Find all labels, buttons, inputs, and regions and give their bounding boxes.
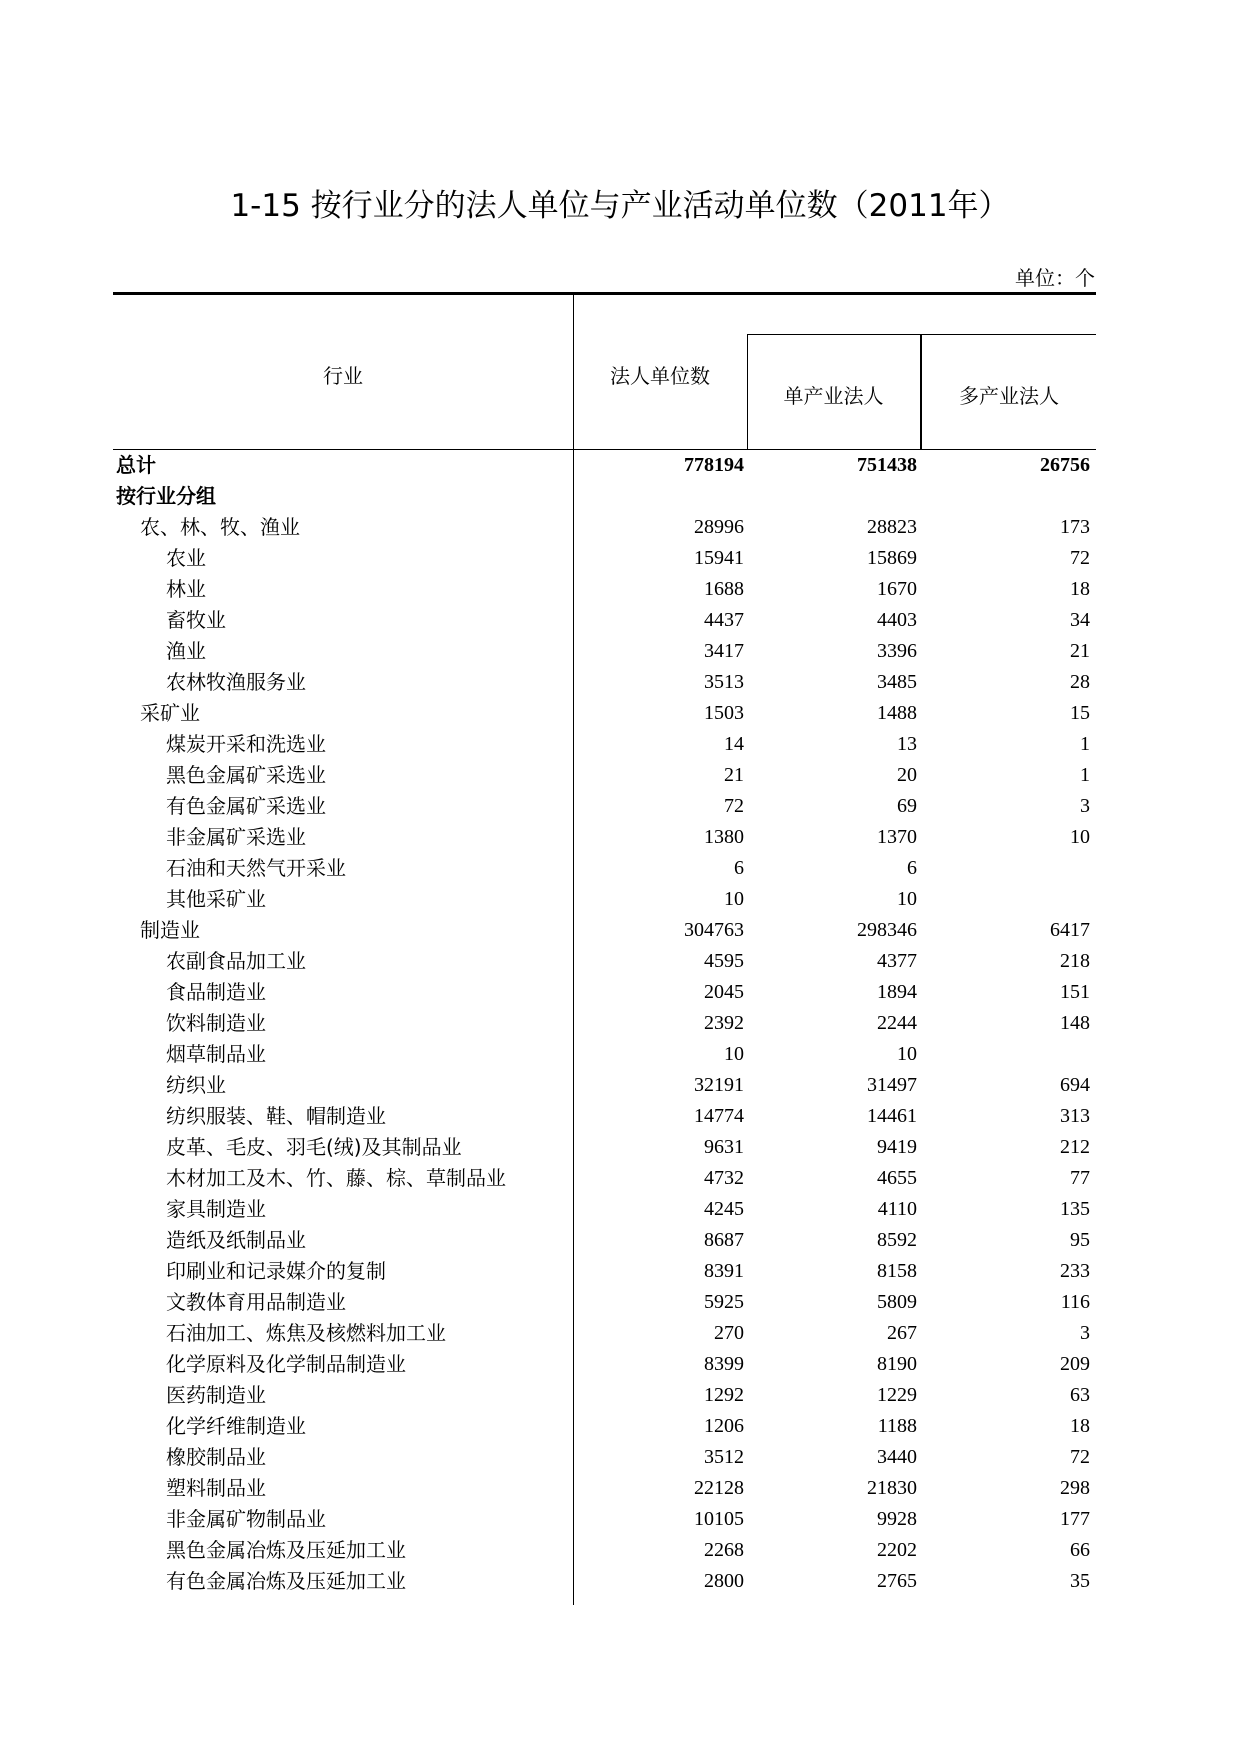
- row-multi: 34: [1070, 609, 1090, 631]
- row-single: 20: [897, 764, 917, 786]
- table-row: [0, 667, 1240, 698]
- row-total: 6: [734, 857, 744, 879]
- row-single: 1894: [877, 981, 917, 1003]
- table-row: [0, 1256, 1240, 1287]
- row-single: 267: [887, 1322, 917, 1344]
- row-name: 化学纤维制造业: [166, 1414, 306, 1438]
- row-total: 2800: [704, 1570, 744, 1592]
- table-row: [0, 1504, 1240, 1535]
- row-multi: 298: [1060, 1477, 1090, 1499]
- row-total: 10: [724, 1043, 744, 1065]
- row-total: 1503: [704, 702, 744, 724]
- row-single: 8190: [877, 1353, 917, 1375]
- row-multi: 151: [1060, 981, 1090, 1003]
- row-name: 文教体育用品制造业: [166, 1290, 346, 1314]
- row-multi: 135: [1060, 1198, 1090, 1220]
- row-name: 造纸及纸制品业: [166, 1228, 306, 1252]
- row-name: 农林牧渔服务业: [166, 670, 306, 694]
- row-multi: 1: [1080, 733, 1090, 755]
- row-name: 其他采矿业: [166, 887, 266, 911]
- table-row: [0, 1349, 1240, 1380]
- table-row: [0, 729, 1240, 760]
- row-multi: 66: [1070, 1539, 1090, 1561]
- row-name: 纺织业: [166, 1073, 226, 1097]
- row-total: 10105: [694, 1508, 744, 1530]
- table-row: [0, 822, 1240, 853]
- row-multi: 18: [1070, 1415, 1090, 1437]
- row-single: 4110: [877, 1198, 917, 1220]
- row-multi: 63: [1070, 1384, 1090, 1406]
- row-name: 煤炭开采和洗选业: [166, 732, 326, 756]
- row-single: 1188: [877, 1415, 917, 1437]
- row-single: 69: [897, 795, 917, 817]
- row-multi: 3: [1080, 1322, 1090, 1344]
- table-row: [0, 450, 1240, 481]
- row-name: 林业: [166, 577, 206, 601]
- row-name: 畜牧业: [166, 608, 226, 632]
- row-total: 3417: [704, 640, 744, 662]
- row-multi: 72: [1070, 1446, 1090, 1468]
- table-row: [0, 1287, 1240, 1318]
- header-industry: 行业: [323, 364, 363, 388]
- table-row: [0, 791, 1240, 822]
- table-row: [0, 512, 1240, 543]
- row-name: 黑色金属矿采选业: [166, 763, 326, 787]
- row-name: 黑色金属冶炼及压延加工业: [166, 1538, 406, 1562]
- table-row: [0, 915, 1240, 946]
- row-multi: 694: [1060, 1074, 1090, 1096]
- row-total: 2392: [704, 1012, 744, 1034]
- table-row: [0, 1380, 1240, 1411]
- table-row: [0, 1225, 1240, 1256]
- unit-label: 单位：个: [1015, 266, 1095, 290]
- row-total: 8687: [704, 1229, 744, 1251]
- row-multi: 35: [1070, 1570, 1090, 1592]
- row-single: 1488: [877, 702, 917, 724]
- row-total: 1206: [704, 1415, 744, 1437]
- row-single: 14461: [867, 1105, 917, 1127]
- header-multi: 多产业法人: [959, 384, 1059, 408]
- row-total: 28996: [694, 516, 744, 538]
- row-name: 制造业: [140, 918, 200, 942]
- row-multi: 313: [1060, 1105, 1090, 1127]
- row-name: 食品制造业: [166, 980, 266, 1004]
- row-total: 1292: [704, 1384, 744, 1406]
- row-name: 家具制造业: [166, 1197, 266, 1221]
- row-name: 按行业分组: [116, 484, 216, 508]
- row-name: 有色金属冶炼及压延加工业: [166, 1569, 406, 1593]
- table-row: [0, 481, 1240, 512]
- table-row: [0, 1442, 1240, 1473]
- row-single: 9928: [877, 1508, 917, 1530]
- row-total: 72: [724, 795, 744, 817]
- row-multi: 26756: [1040, 454, 1090, 476]
- row-total: 270: [714, 1322, 744, 1344]
- row-single: 4403: [877, 609, 917, 631]
- row-single: 6: [907, 857, 917, 879]
- row-single: 15869: [867, 547, 917, 569]
- row-multi: 15: [1070, 702, 1090, 724]
- row-single: 3440: [877, 1446, 917, 1468]
- row-name: 医药制造业: [166, 1383, 266, 1407]
- row-total: 304763: [684, 919, 744, 941]
- table-row: [0, 1039, 1240, 1070]
- row-total: 4437: [704, 609, 744, 631]
- row-single: 28823: [867, 516, 917, 538]
- row-name: 有色金属矿采选业: [166, 794, 326, 818]
- row-name: 石油加工、炼焦及核燃料加工业: [166, 1321, 446, 1345]
- table-row: [0, 605, 1240, 636]
- row-name: 总计: [116, 453, 156, 477]
- row-multi: 10: [1070, 826, 1090, 848]
- row-multi: 28: [1070, 671, 1090, 693]
- row-name: 农、林、牧、渔业: [140, 515, 300, 539]
- row-total: 2045: [704, 981, 744, 1003]
- row-total: 4245: [704, 1198, 744, 1220]
- row-total: 22128: [694, 1477, 744, 1499]
- table-top-rule: [113, 292, 1096, 295]
- row-name: 橡胶制品业: [166, 1445, 266, 1469]
- table-row: [0, 1535, 1240, 1566]
- row-total: 10: [724, 888, 744, 910]
- row-single: 13: [897, 733, 917, 755]
- table-row: [0, 1318, 1240, 1349]
- row-total: 14: [724, 733, 744, 755]
- row-single: 1370: [877, 826, 917, 848]
- row-multi: 148: [1060, 1012, 1090, 1034]
- table-row: [0, 1101, 1240, 1132]
- row-multi: 6417: [1050, 919, 1090, 941]
- row-single: 10: [897, 888, 917, 910]
- row-single: 3396: [877, 640, 917, 662]
- row-multi: 77: [1070, 1167, 1090, 1189]
- row-single: 5809: [877, 1291, 917, 1313]
- table-row: [0, 636, 1240, 667]
- row-single: 298346: [857, 919, 917, 941]
- row-total: 4732: [704, 1167, 744, 1189]
- row-total: 4595: [704, 950, 744, 972]
- row-multi: 173: [1060, 516, 1090, 538]
- row-single: 10: [897, 1043, 917, 1065]
- row-single: 21830: [867, 1477, 917, 1499]
- row-name: 饮料制造业: [166, 1011, 266, 1035]
- row-total: 3512: [704, 1446, 744, 1468]
- row-name: 石油和天然气开采业: [166, 856, 346, 880]
- row-name: 烟草制品业: [166, 1042, 266, 1066]
- row-single: 8592: [877, 1229, 917, 1251]
- row-name: 化学原料及化学制品制造业: [166, 1352, 406, 1376]
- row-single: 4655: [877, 1167, 917, 1189]
- header-single: 单产业法人: [783, 384, 884, 408]
- table-row: [0, 853, 1240, 884]
- table-row: [0, 977, 1240, 1008]
- table-row: [0, 760, 1240, 791]
- row-single: 31497: [867, 1074, 917, 1096]
- row-multi: 233: [1060, 1260, 1090, 1282]
- row-multi: 95: [1070, 1229, 1090, 1251]
- table-row: [0, 1411, 1240, 1442]
- row-name: 非金属矿物制品业: [166, 1507, 326, 1531]
- table-row: [0, 698, 1240, 729]
- table-row: [0, 574, 1240, 605]
- row-single: 2202: [877, 1539, 917, 1561]
- table-row: [0, 1473, 1240, 1504]
- row-total: 778194: [684, 454, 744, 476]
- row-total: 8391: [704, 1260, 744, 1282]
- row-total: 2268: [704, 1539, 744, 1561]
- table-row: [0, 884, 1240, 915]
- row-total: 8399: [704, 1353, 744, 1375]
- row-single: 1670: [877, 578, 917, 600]
- row-name: 农业: [166, 546, 206, 570]
- row-single: 4377: [877, 950, 917, 972]
- row-total: 1380: [704, 826, 744, 848]
- row-single: 9419: [877, 1136, 917, 1158]
- row-total: 1688: [704, 578, 744, 600]
- row-multi: 177: [1060, 1508, 1090, 1530]
- row-total: 9631: [704, 1136, 744, 1158]
- table-row: [0, 1163, 1240, 1194]
- row-single: 8158: [877, 1260, 917, 1282]
- table-row: [0, 1132, 1240, 1163]
- row-name: 纺织服装、鞋、帽制造业: [166, 1104, 386, 1128]
- row-single: 2244: [877, 1012, 917, 1034]
- table-row: [0, 1194, 1240, 1225]
- table-body: [0, 450, 1240, 1597]
- table-row: [0, 946, 1240, 977]
- row-multi: 218: [1060, 950, 1090, 972]
- row-total: 3513: [704, 671, 744, 693]
- row-single: 3485: [877, 671, 917, 693]
- row-multi: 21: [1070, 640, 1090, 662]
- row-name: 塑料制品业: [166, 1476, 266, 1500]
- table-row: [0, 543, 1240, 574]
- row-name: 采矿业: [140, 701, 200, 725]
- row-total: 21: [724, 764, 744, 786]
- table-row: [0, 1070, 1240, 1101]
- row-single: 1229: [877, 1384, 917, 1406]
- row-multi: 72: [1070, 547, 1090, 569]
- row-single: 751438: [857, 454, 917, 476]
- row-name: 渔业: [166, 639, 206, 663]
- row-multi: 212: [1060, 1136, 1090, 1158]
- row-total: 15941: [694, 547, 744, 569]
- header-total: 法人单位数: [610, 364, 710, 388]
- row-name: 非金属矿采选业: [166, 825, 306, 849]
- row-multi: 18: [1070, 578, 1090, 600]
- row-multi: 3: [1080, 795, 1090, 817]
- table-row: [0, 1566, 1240, 1597]
- table-row: [0, 1008, 1240, 1039]
- row-multi: 1: [1080, 764, 1090, 786]
- row-multi: 209: [1060, 1353, 1090, 1375]
- row-name: 农副食品加工业: [166, 949, 306, 973]
- row-total: 32191: [694, 1074, 744, 1096]
- row-single: 2765: [877, 1570, 917, 1592]
- page-title: 1-15 按行业分的法人单位与产业活动单位数（2011年）: [230, 188, 1010, 224]
- row-name: 皮革、毛皮、羽毛(绒)及其制品业: [166, 1135, 462, 1159]
- row-total: 5925: [704, 1291, 744, 1313]
- row-multi: 116: [1060, 1291, 1090, 1313]
- row-name: 印刷业和记录媒介的复制: [166, 1259, 386, 1283]
- row-total: 14774: [694, 1105, 744, 1127]
- row-name: 木材加工及木、竹、藤、棕、草制品业: [166, 1166, 506, 1190]
